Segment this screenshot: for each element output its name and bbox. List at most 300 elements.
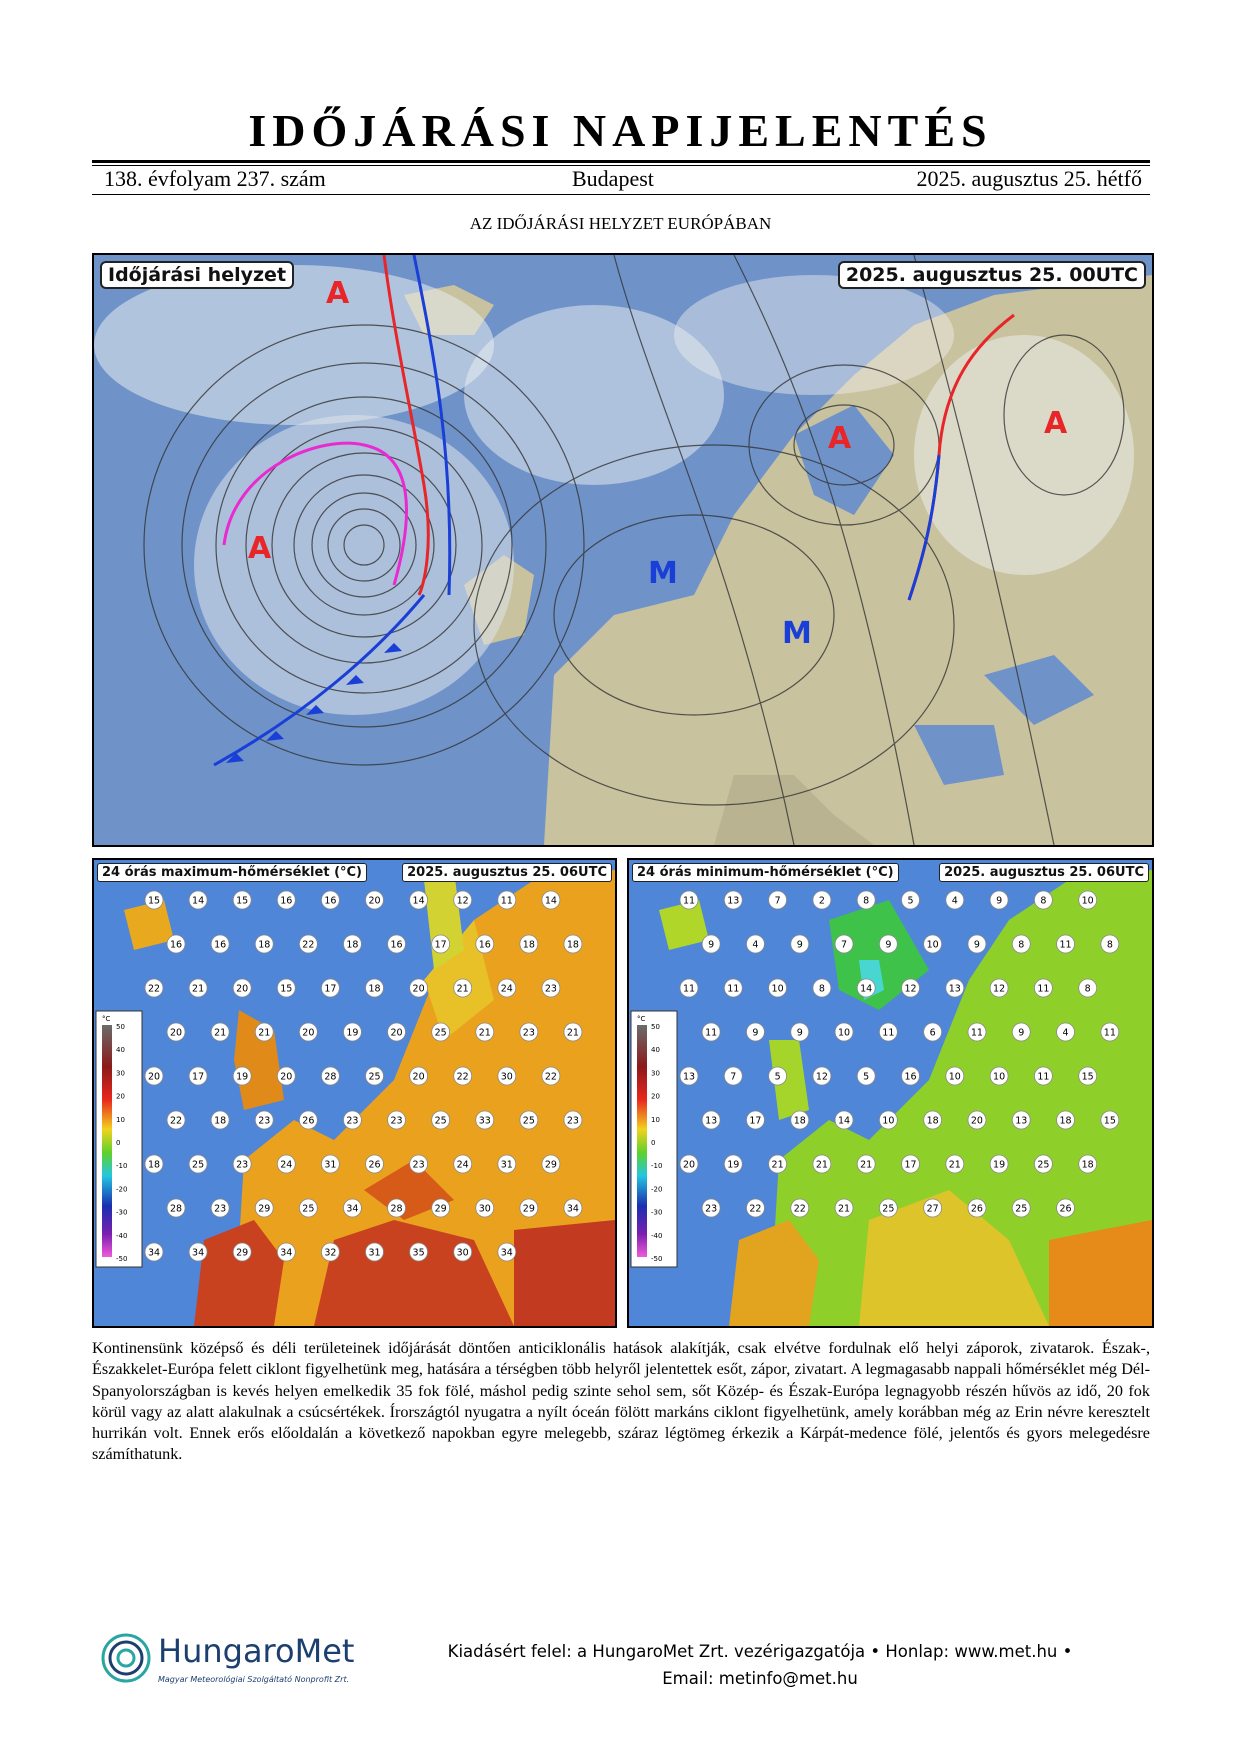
station-temperature-value: 8	[1018, 939, 1025, 951]
station-temperature-badge	[1057, 1023, 1075, 1041]
station-temperature-value: 12	[456, 895, 469, 907]
station-temperature-badge	[769, 979, 787, 997]
synoptic-map-graphic	[94, 255, 1152, 845]
station-temperature-badge	[1034, 979, 1052, 997]
station-temperature-value: 15	[1103, 1115, 1116, 1127]
station-temperature-value: 17	[192, 1071, 205, 1083]
station-temperature-badge	[1012, 1111, 1030, 1129]
station-temperature-badge	[1012, 1199, 1030, 1217]
station-temperature-badge	[990, 1155, 1008, 1173]
station-temperature-value: 11	[882, 1027, 895, 1039]
station-temperature-value: 10	[1081, 895, 1094, 907]
station-temperature-value: 24	[280, 1159, 293, 1171]
station-temperature-value: 34	[147, 1247, 161, 1259]
station-temperature-value: 4	[951, 895, 958, 907]
station-temperature-badge	[388, 1023, 406, 1041]
station-temperature-value: 11	[970, 1027, 983, 1039]
station-temperature-badge	[564, 935, 582, 953]
color-scale-tick: -40	[651, 1231, 663, 1240]
station-temperature-value: 16	[324, 895, 337, 907]
station-temperature-badge	[968, 1199, 986, 1217]
station-temperature-value: 18	[368, 983, 381, 995]
station-temperature-value: 22	[544, 1071, 557, 1083]
station-temperature-badge	[410, 1155, 428, 1173]
station-temperature-badge	[277, 1155, 295, 1173]
station-temperature-value: 17	[434, 939, 447, 951]
station-temperature-value: 20	[147, 1071, 161, 1083]
station-temperature-badge	[1101, 935, 1119, 953]
station-temperature-value: 14	[838, 1115, 851, 1127]
station-temperature-badge	[255, 1023, 273, 1041]
station-temperature-value: 24	[500, 983, 513, 995]
station-temperature-value: 9	[796, 1027, 803, 1039]
station-temperature-value: 29	[258, 1203, 271, 1215]
station-temperature-badge	[769, 1155, 787, 1173]
station-temperature-value: 10	[882, 1115, 895, 1127]
station-temperature-value: 9	[973, 939, 980, 951]
station-temperature-value: 18	[258, 939, 271, 951]
station-temperature-value: 11	[1037, 1071, 1050, 1083]
station-temperature-badge	[1034, 1155, 1052, 1173]
station-temperature-badge	[902, 891, 920, 909]
station-temperature-value: 23	[258, 1115, 271, 1127]
station-temperature-value: 10	[771, 983, 784, 995]
station-temperature-badge	[454, 1155, 472, 1173]
color-scale-tick: 30	[116, 1069, 125, 1078]
color-scale-bar	[637, 1025, 647, 1257]
station-temperature-value: 20	[682, 1159, 696, 1171]
station-temperature-value: 10	[838, 1027, 851, 1039]
station-temperature-badge	[680, 979, 698, 997]
color-scale-tick: 10	[651, 1115, 660, 1124]
station-temperature-value: 14	[544, 895, 557, 907]
station-temperature-value: 9	[708, 939, 715, 951]
logo-subtitle: Magyar Meteorológiai Szolgáltató Nonprofit Zrt.	[158, 1675, 350, 1684]
station-temperature-value: 18	[1059, 1115, 1072, 1127]
station-temperature-badge	[924, 1023, 942, 1041]
station-temperature-value: 26	[970, 1203, 983, 1215]
station-temperature-badge	[366, 979, 384, 997]
station-temperature-value: 17	[324, 983, 337, 995]
station-temperature-badge	[432, 935, 450, 953]
station-temperature-badge	[746, 1023, 764, 1041]
station-temperature-badge	[990, 891, 1008, 909]
station-temperature-badge	[564, 1199, 582, 1217]
color-scale-bar	[102, 1025, 112, 1257]
station-temperature-badge	[167, 1111, 185, 1129]
station-temperature-badge	[498, 1155, 516, 1173]
color-scale-tick: 20	[116, 1092, 125, 1101]
station-temperature-badge	[432, 1023, 450, 1041]
station-temperature-badge	[857, 891, 875, 909]
station-temperature-badge	[189, 979, 207, 997]
station-temperature-badge	[1101, 1023, 1119, 1041]
color-scale-unit: °C	[102, 1015, 111, 1023]
station-temperature-badge	[702, 1023, 720, 1041]
synoptic-map-label: Időjárási helyzet	[100, 261, 294, 289]
station-temperature-value: 12	[815, 1071, 828, 1083]
station-temperature-value: 17	[904, 1159, 917, 1171]
station-temperature-badge	[145, 979, 163, 997]
station-temperature-badge	[233, 1155, 251, 1173]
station-temperature-value: 21	[948, 1159, 961, 1171]
station-temperature-badge	[343, 1023, 361, 1041]
station-temperature-badge	[879, 1111, 897, 1129]
station-temperature-value: 20	[390, 1027, 403, 1039]
station-temperature-badge	[542, 891, 560, 909]
station-temperature-badge	[542, 1067, 560, 1085]
station-temperature-value: 23	[236, 1159, 249, 1171]
station-temperature-value: 31	[324, 1159, 337, 1171]
station-temperature-value: 11	[1103, 1027, 1116, 1039]
color-scale-tick: 30	[651, 1069, 660, 1078]
station-temperature-badge	[145, 891, 163, 909]
station-temperature-badge	[277, 1067, 295, 1085]
color-scale-tick: 0	[116, 1139, 121, 1147]
station-temperature-value: 34	[566, 1203, 579, 1215]
station-temperature-value: 18	[926, 1115, 939, 1127]
station-temperature-badge	[388, 1199, 406, 1217]
station-temperature-value: 5	[863, 1071, 870, 1083]
station-temperature-value: 4	[752, 939, 759, 951]
station-temperature-badge	[277, 1243, 295, 1261]
station-temperature-badge	[746, 1111, 764, 1129]
station-temperature-badge	[1012, 1023, 1030, 1041]
station-temperature-badge	[924, 1199, 942, 1217]
station-temperature-value: 13	[727, 895, 740, 907]
station-temperature-value: 20	[170, 1027, 183, 1039]
station-temperature-badge	[680, 1155, 698, 1173]
station-temperature-badge	[924, 1111, 942, 1129]
station-temperature-value: 25	[1037, 1159, 1050, 1171]
color-scale-tick: -10	[651, 1162, 663, 1171]
station-temperature-value: 29	[544, 1159, 557, 1171]
footer-email: Email: metinfo@met.hu	[662, 1669, 858, 1688]
station-temperature-badge	[321, 891, 339, 909]
station-temperature-value: 29	[236, 1247, 249, 1259]
station-temperature-badge	[924, 935, 942, 953]
color-scale-tick: -20	[651, 1185, 663, 1194]
station-temperature-badge	[724, 1155, 742, 1173]
station-temperature-badge	[835, 1199, 853, 1217]
station-temperature-badge	[366, 1243, 384, 1261]
min-temperature-title: 24 órás minimum-hőmérséklet (°C)	[632, 863, 899, 882]
station-temperature-badge	[454, 891, 472, 909]
station-temperature-badge	[343, 1199, 361, 1217]
station-temperature-badge	[476, 1199, 494, 1217]
station-temperature-value: 13	[948, 983, 961, 995]
station-temperature-value: 8	[863, 895, 870, 907]
station-temperature-badge	[410, 1067, 428, 1085]
station-temperature-badge	[211, 1023, 229, 1041]
station-temperature-badge	[321, 1243, 339, 1261]
title-rule-thick	[92, 160, 1150, 163]
station-temperature-value: 9	[796, 939, 803, 951]
station-temperature-badge	[1034, 891, 1052, 909]
station-temperature-badge	[1012, 935, 1030, 953]
station-temperature-badge	[255, 1199, 273, 1217]
station-temperature-badge	[343, 1111, 361, 1129]
station-temperature-value: 18	[147, 1159, 161, 1171]
station-temperature-badge	[454, 1243, 472, 1261]
station-temperature-value: 15	[280, 983, 293, 995]
station-temperature-value: 17	[749, 1115, 762, 1127]
station-temperature-badge	[564, 1111, 582, 1129]
station-temperature-badge	[1034, 1067, 1052, 1085]
station-temperature-badge	[476, 1023, 494, 1041]
high-pressure-label: A	[326, 276, 350, 311]
station-temperature-value: 11	[682, 895, 696, 907]
station-temperature-value: 20	[412, 1071, 425, 1083]
low-pressure-label: M	[782, 616, 812, 651]
station-temperature-value: 29	[434, 1203, 447, 1215]
color-scale-tick: 40	[116, 1046, 125, 1055]
station-temperature-badge	[321, 1155, 339, 1173]
station-temperature-value: 19	[236, 1071, 249, 1083]
station-temperature-badge	[857, 979, 875, 997]
station-temperature-badge	[746, 1199, 764, 1217]
station-temperature-badge	[233, 891, 251, 909]
station-temperature-badge	[366, 1155, 384, 1173]
station-temperature-value: 31	[368, 1247, 381, 1259]
station-temperature-badge	[432, 1199, 450, 1217]
station-temperature-badge	[366, 1067, 384, 1085]
station-temperature-badge	[1057, 935, 1075, 953]
station-temperature-value: 14	[412, 895, 425, 907]
station-temperature-value: 25	[368, 1071, 381, 1083]
station-temperature-value: 21	[456, 983, 469, 995]
station-temperature-badge	[1079, 979, 1097, 997]
station-temperature-value: 25	[882, 1203, 895, 1215]
station-temperature-badge	[277, 891, 295, 909]
station-temperature-value: 15	[1081, 1071, 1094, 1083]
station-temperature-value: 12	[993, 983, 1006, 995]
color-scale-tick: 40	[651, 1046, 660, 1055]
station-temperature-badge	[167, 1023, 185, 1041]
station-temperature-value: 11	[705, 1027, 718, 1039]
station-temperature-value: 34	[346, 1203, 359, 1215]
station-temperature-value: 23	[544, 983, 557, 995]
station-temperature-value: 32	[324, 1247, 337, 1259]
station-temperature-value: 22	[302, 939, 315, 951]
station-temperature-value: 7	[774, 895, 781, 907]
station-temperature-value: 16	[390, 939, 403, 951]
station-temperature-badge	[680, 891, 698, 909]
station-temperature-badge	[454, 1067, 472, 1085]
station-temperature-badge	[321, 979, 339, 997]
station-temperature-badge	[388, 1111, 406, 1129]
station-temperature-badge	[946, 979, 964, 997]
station-temperature-badge	[702, 1199, 720, 1217]
station-temperature-badge	[1057, 1199, 1075, 1217]
station-temperature-value: 24	[456, 1159, 469, 1171]
station-temperature-badge	[879, 1199, 897, 1217]
weather-description: Kontinensünk középső és déli területeinek időjárását döntően anticiklonális hatások alakítják, csak elvétve fordulnak elő helyi záporok, zivatarok. Észak-, Északkelet-Európa felett ciklont figyelhetünk meg, hatására a térségben több helyről jelentettek esőt, zápor, zivatart. A legmagasabb nappali hőmérséklet még Dél-Spanyolországban is kevés helyen emelkedik 35 fok fölé, máshol pedig szinte sehol sem, sőt Közép- és Észak-Európa legnagyobb részén hűvös az idő, 20 fok körül vagy az alatt alakulnak a csúcsértékek. Írországtól nyugatra a nyílt óceán fölött markáns ciklont figyelhetünk, amely korábban még az Erin névre keresztelt hurrikán volt. Ennek erős előoldalán a következő napokban egyre melegebb, száraz légtömeg érkezik a Kárpát-medence fölé, jelentős és gyors melegedésre számíthatunk.	[92, 1339, 1150, 1464]
station-temperature-badge	[680, 1067, 698, 1085]
station-temperature-value: 18	[793, 1115, 806, 1127]
station-temperature-badge	[1079, 1067, 1097, 1085]
station-temperature-badge	[343, 935, 361, 953]
station-temperature-value: 34	[280, 1247, 293, 1259]
station-temperature-badge	[520, 1111, 538, 1129]
station-temperature-badge	[724, 891, 742, 909]
color-scale-tick: 10	[116, 1115, 125, 1124]
issue-city: Budapest	[572, 166, 654, 191]
station-temperature-badge	[498, 891, 516, 909]
station-temperature-value: 10	[926, 939, 939, 951]
station-temperature-badge	[211, 1199, 229, 1217]
station-temperature-badge	[233, 1243, 251, 1261]
station-temperature-value: 16	[170, 939, 183, 951]
station-temperature-value: 13	[1015, 1115, 1028, 1127]
station-temperature-value: 23	[705, 1203, 718, 1215]
station-temperature-value: 20	[970, 1115, 983, 1127]
station-temperature-badge	[145, 1067, 163, 1085]
station-temperature-badge	[454, 979, 472, 997]
section-title: AZ IDŐJÁRÁSI HELYZET EURÓPÁBAN	[469, 214, 772, 233]
station-temperature-value: 21	[815, 1159, 828, 1171]
station-temperature-value: 14	[860, 983, 873, 995]
station-temperature-badge	[189, 891, 207, 909]
station-temperature-badge	[388, 935, 406, 953]
station-temperature-value: 9	[996, 895, 1003, 907]
station-temperature-value: 11	[682, 983, 696, 995]
station-temperature-badge	[476, 1111, 494, 1129]
station-temperature-value: 11	[1037, 983, 1050, 995]
station-temperature-badge	[990, 979, 1008, 997]
station-temperature-badge	[702, 935, 720, 953]
station-temperature-badge	[520, 1199, 538, 1217]
station-temperature-value: 4	[1062, 1027, 1069, 1039]
issue-date: 2025. augusztus 25. hétfő	[916, 166, 1142, 191]
station-temperature-value: 11	[500, 895, 513, 907]
station-temperature-value: 18	[566, 939, 579, 951]
station-temperature-value: 20	[236, 983, 249, 995]
station-temperature-value: 25	[302, 1203, 315, 1215]
synoptic-map-time: 2025. augusztus 25. 00UTC	[838, 261, 1146, 289]
station-temperature-badge	[813, 891, 831, 909]
station-temperature-badge	[299, 1199, 317, 1217]
station-temperature-badge	[791, 935, 809, 953]
station-temperature-badge	[902, 1067, 920, 1085]
station-temperature-value: 26	[368, 1159, 381, 1171]
station-temperature-badge	[299, 1023, 317, 1041]
station-temperature-value: 26	[302, 1115, 315, 1127]
station-temperature-value: 7	[841, 939, 848, 951]
color-scale-tick: 50	[116, 1023, 125, 1031]
station-temperature-badge	[791, 1111, 809, 1129]
station-temperature-badge	[211, 1111, 229, 1129]
station-temperature-badge	[564, 1023, 582, 1041]
station-temperature-badge	[902, 1155, 920, 1173]
report-title: IDŐJÁRÁSI NAPIJELENTÉS	[248, 105, 993, 156]
station-temperature-value: 16	[904, 1071, 917, 1083]
station-temperature-badge	[1057, 1111, 1075, 1129]
station-temperature-value: 21	[771, 1159, 784, 1171]
station-temperature-value: 23	[566, 1115, 579, 1127]
station-temperature-value: 25	[434, 1115, 447, 1127]
color-scale-tick: 20	[651, 1092, 660, 1101]
station-temperature-value: 20	[368, 895, 381, 907]
station-temperature-badge	[879, 935, 897, 953]
station-temperature-badge	[189, 1243, 207, 1261]
station-temperature-badge	[520, 1023, 538, 1041]
station-temperature-value: 8	[818, 983, 825, 995]
station-temperature-value: 22	[749, 1203, 762, 1215]
synoptic-map	[92, 253, 1154, 847]
station-temperature-value: 15	[147, 895, 161, 907]
station-temperature-badge	[255, 1111, 273, 1129]
station-temperature-badge	[520, 935, 538, 953]
station-temperature-value: 7	[730, 1071, 737, 1083]
high-pressure-label: A	[828, 421, 852, 456]
station-temperature-value: 18	[214, 1115, 227, 1127]
station-temperature-badge	[255, 935, 273, 953]
station-temperature-badge	[968, 935, 986, 953]
station-temperature-value: 22	[793, 1203, 806, 1215]
station-temperature-value: 8	[1040, 895, 1047, 907]
issue-line	[92, 166, 1150, 196]
station-temperature-value: 30	[478, 1203, 491, 1215]
station-temperature-badge	[813, 979, 831, 997]
station-temperature-value: 2	[818, 895, 825, 907]
station-temperature-value: 25	[434, 1027, 447, 1039]
station-temperature-badge	[299, 1111, 317, 1129]
max-temperature-graphic	[94, 860, 615, 1326]
color-scale-tick: 50	[651, 1023, 660, 1031]
footer-publisher: Kiadásért felel: a HungaroMet Zrt. vezérigazgatója • Honlap: www.met.hu •	[447, 1642, 1073, 1661]
hungaromet-logo	[100, 1628, 380, 1694]
station-temperature-value: 30	[456, 1247, 469, 1259]
station-temperature-badge	[769, 891, 787, 909]
station-temperature-badge	[724, 979, 742, 997]
station-temperature-value: 16	[478, 939, 491, 951]
station-temperature-value: 25	[192, 1159, 205, 1171]
station-temperature-badge	[902, 979, 920, 997]
station-temperature-badge	[724, 1067, 742, 1085]
station-temperature-badge	[813, 1067, 831, 1085]
station-temperature-badge	[1101, 1111, 1119, 1129]
station-temperature-value: 6	[929, 1027, 936, 1039]
logo-name: HungaroMet	[158, 1632, 355, 1670]
station-temperature-badge	[835, 1111, 853, 1129]
station-temperature-badge	[277, 979, 295, 997]
station-temperature-value: 11	[727, 983, 740, 995]
station-temperature-value: 13	[682, 1071, 696, 1083]
station-temperature-value: 21	[192, 983, 205, 995]
station-temperature-value: 16	[280, 895, 293, 907]
station-temperature-value: 28	[324, 1071, 337, 1083]
station-temperature-badge	[1079, 1155, 1097, 1173]
station-temperature-badge	[410, 979, 428, 997]
station-temperature-badge	[968, 1023, 986, 1041]
station-temperature-value: 10	[948, 1071, 961, 1083]
issue-number: 138. évfolyam 237. szám	[104, 166, 326, 191]
station-temperature-badge	[813, 1155, 831, 1173]
station-temperature-badge	[857, 1155, 875, 1173]
station-temperature-badge	[968, 1111, 986, 1129]
station-temperature-value: 28	[170, 1203, 183, 1215]
station-temperature-value: 5	[774, 1071, 781, 1083]
min-temperature-graphic	[629, 860, 1152, 1326]
high-pressure-label: A	[248, 531, 272, 566]
station-temperature-value: 21	[478, 1027, 491, 1039]
station-temperature-badge	[321, 1067, 339, 1085]
station-temperature-value: 21	[860, 1159, 873, 1171]
station-temperature-value: 5	[907, 895, 914, 907]
color-scale-tick: -50	[116, 1255, 128, 1263]
station-temperature-value: 19	[727, 1159, 740, 1171]
